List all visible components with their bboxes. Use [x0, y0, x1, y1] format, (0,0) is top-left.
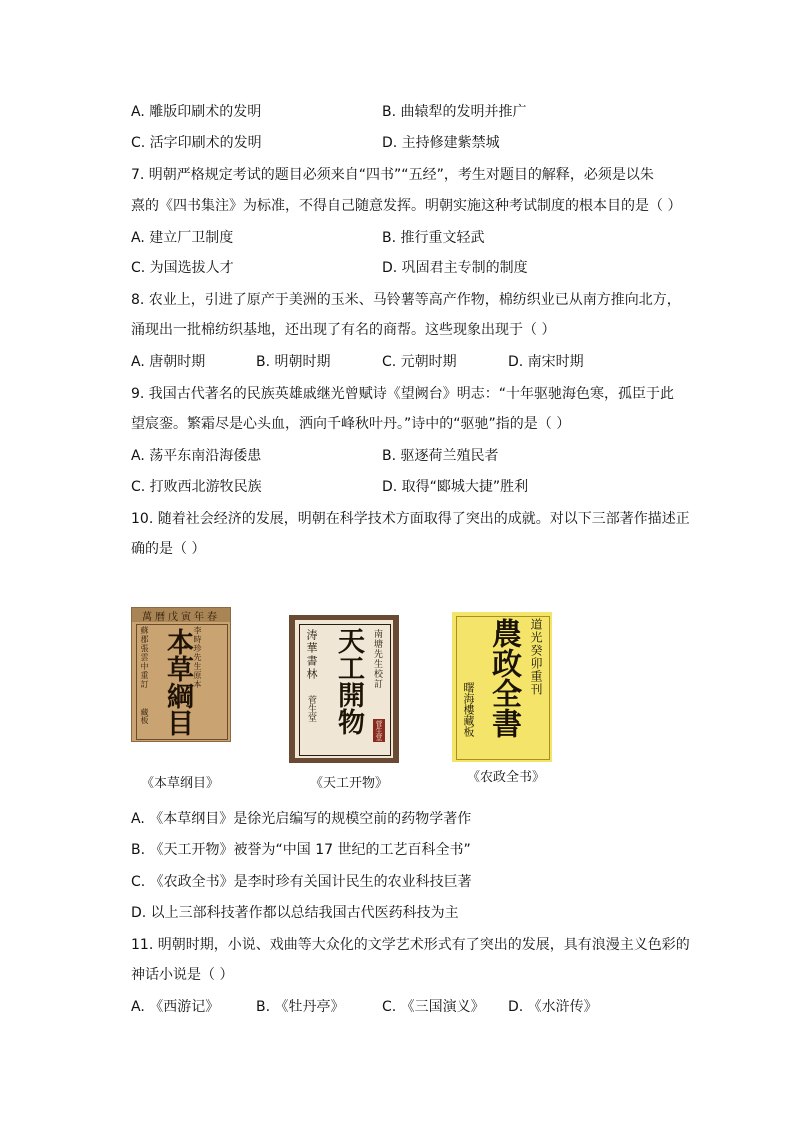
q8-option-a: A. 唐朝时期 [131, 354, 206, 370]
nongzheng-left-text: 曙海樓藏板 [462, 682, 475, 737]
q8-stem-line-1: 8. 农业上，引进了原产于美洲的玉米、马铃薯等高产作物，棉纺织业已从南方推向北方， [131, 292, 681, 308]
nongzheng-title: 農政全書 [486, 618, 521, 738]
q9-option-a: A. 荡平东南沿海倭患 [131, 448, 262, 464]
nongzheng-caption: 《农政全书》 [467, 770, 546, 785]
bencao-side-collection: 藏板 [140, 708, 149, 724]
q11-option-d: D. 《水浒传》 [508, 999, 598, 1015]
nongzheng-quanshu-cover [452, 612, 552, 762]
tiangong-seal: 菅生堂 [375, 720, 383, 741]
q9-stem-line-1: 9. 我国古代著名的民族英雄戚继光曾赋诗《望阙台》明志：“十年驱驰海色寒，孤臣于此 [131, 386, 675, 402]
bencao-side-author: 李時珍先生原本 [193, 626, 202, 689]
q7-stem-line-2: 熹的《四书集注》为标准，不得自己随意发挥。明朝实施这种考试制度的根本目的是（ ） [131, 198, 682, 214]
q6-option-c: C. 活字印刷术的发明 [131, 135, 262, 151]
q8-option-b: B. 明朝时期 [256, 354, 331, 370]
q8-option-d: D. 南宋时期 [508, 354, 584, 370]
q11-stem-line-1: 11. 明朝时期，小说、戏曲等大众化的文学艺术形式有了突出的发展，具有浪漫主义色彩的 [131, 937, 690, 953]
q10-option-b: B. 《天工开物》被誉为“中国 17 世纪的工艺百科全书” [131, 842, 471, 858]
q7-option-a: A. 建立厂卫制度 [131, 230, 234, 246]
q7-option-c: C. 为国选拔人才 [131, 260, 234, 276]
q7-option-b: B. 推行重文轻武 [382, 230, 485, 246]
q8-stem-line-2: 涌现出一批棉纺织基地，还出现了有名的商帮。这些现象出现于（ ） [131, 322, 556, 338]
q6-option-a: A. 雕版印刷术的发明 [131, 104, 262, 120]
tiangong-kaiwu-cover [289, 615, 399, 763]
q11-option-b: B. 《牡丹亭》 [256, 999, 345, 1015]
q10-stem-line-1: 10. 随着社会经济的发展，明朝在科学技术方面取得了突出的成就。对以下三部著作描述正 [131, 511, 690, 527]
q11-option-a: A. 《西游记》 [131, 999, 220, 1015]
tiangong-title: 天工開物 [333, 627, 364, 735]
q10-option-a: A. 《本草纲目》是徐光启编写的规模空前的药物学著作 [131, 811, 472, 827]
tiangong-left-text: 涛華書林 [305, 629, 318, 681]
q6-option-b: B. 曲辕犁的发明并推广 [382, 104, 527, 120]
nongzheng-right-text: 道光癸卯重刊 [529, 618, 543, 696]
tiangong-bottom-text: 菅生堂 [306, 695, 316, 722]
bencao-gangmu-cover [131, 607, 231, 742]
q9-option-d: D. 取得“郾城大捷”胜利 [382, 479, 529, 495]
q10-option-c: C. 《农政全书》是李时珍有关国计民生的农业科技巨著 [131, 874, 472, 890]
q10-stem-line-2: 确的是（ ） [131, 541, 206, 557]
q9-stem-line-2: 望宸銮。繁霜尽是心头血，洒向千峰秋叶丹。”诗中的“驱驰”指的是（ ） [131, 416, 571, 432]
bencao-caption: 《本草纲目》 [141, 776, 220, 791]
q11-stem-line-2: 神话小说是（ ） [131, 967, 234, 983]
q11-option-c: C. 《三国演义》 [382, 999, 485, 1015]
q9-option-b: B. 驱逐荷兰殖民者 [382, 448, 499, 464]
q9-option-c: C. 打败西北游牧民族 [131, 479, 262, 495]
tiangong-caption: 《天工开物》 [310, 776, 389, 791]
q7-stem-line-1: 7. 明朝严格规定考试的题目必须来自“四书”“五经”，考生对题目的解释，必须是以朱 [131, 167, 654, 183]
q10-option-d: D. 以上三部科技著作都以总结我国古代医药科技为主 [131, 905, 459, 921]
bencao-side-editor: 蘇郡張雲中重訂 [140, 626, 149, 689]
bencao-title: 本草綱目 [162, 628, 193, 736]
q7-option-d: D. 巩固君主专制的制度 [382, 260, 528, 276]
tiangong-right-text: 南塘先生校訂 [372, 629, 382, 689]
q8-option-c: C. 元朝时期 [382, 354, 457, 370]
bencao-header-text: 萬曆戊寅年春 [142, 612, 220, 623]
q6-option-d: D. 主持修建紫禁城 [382, 135, 500, 151]
